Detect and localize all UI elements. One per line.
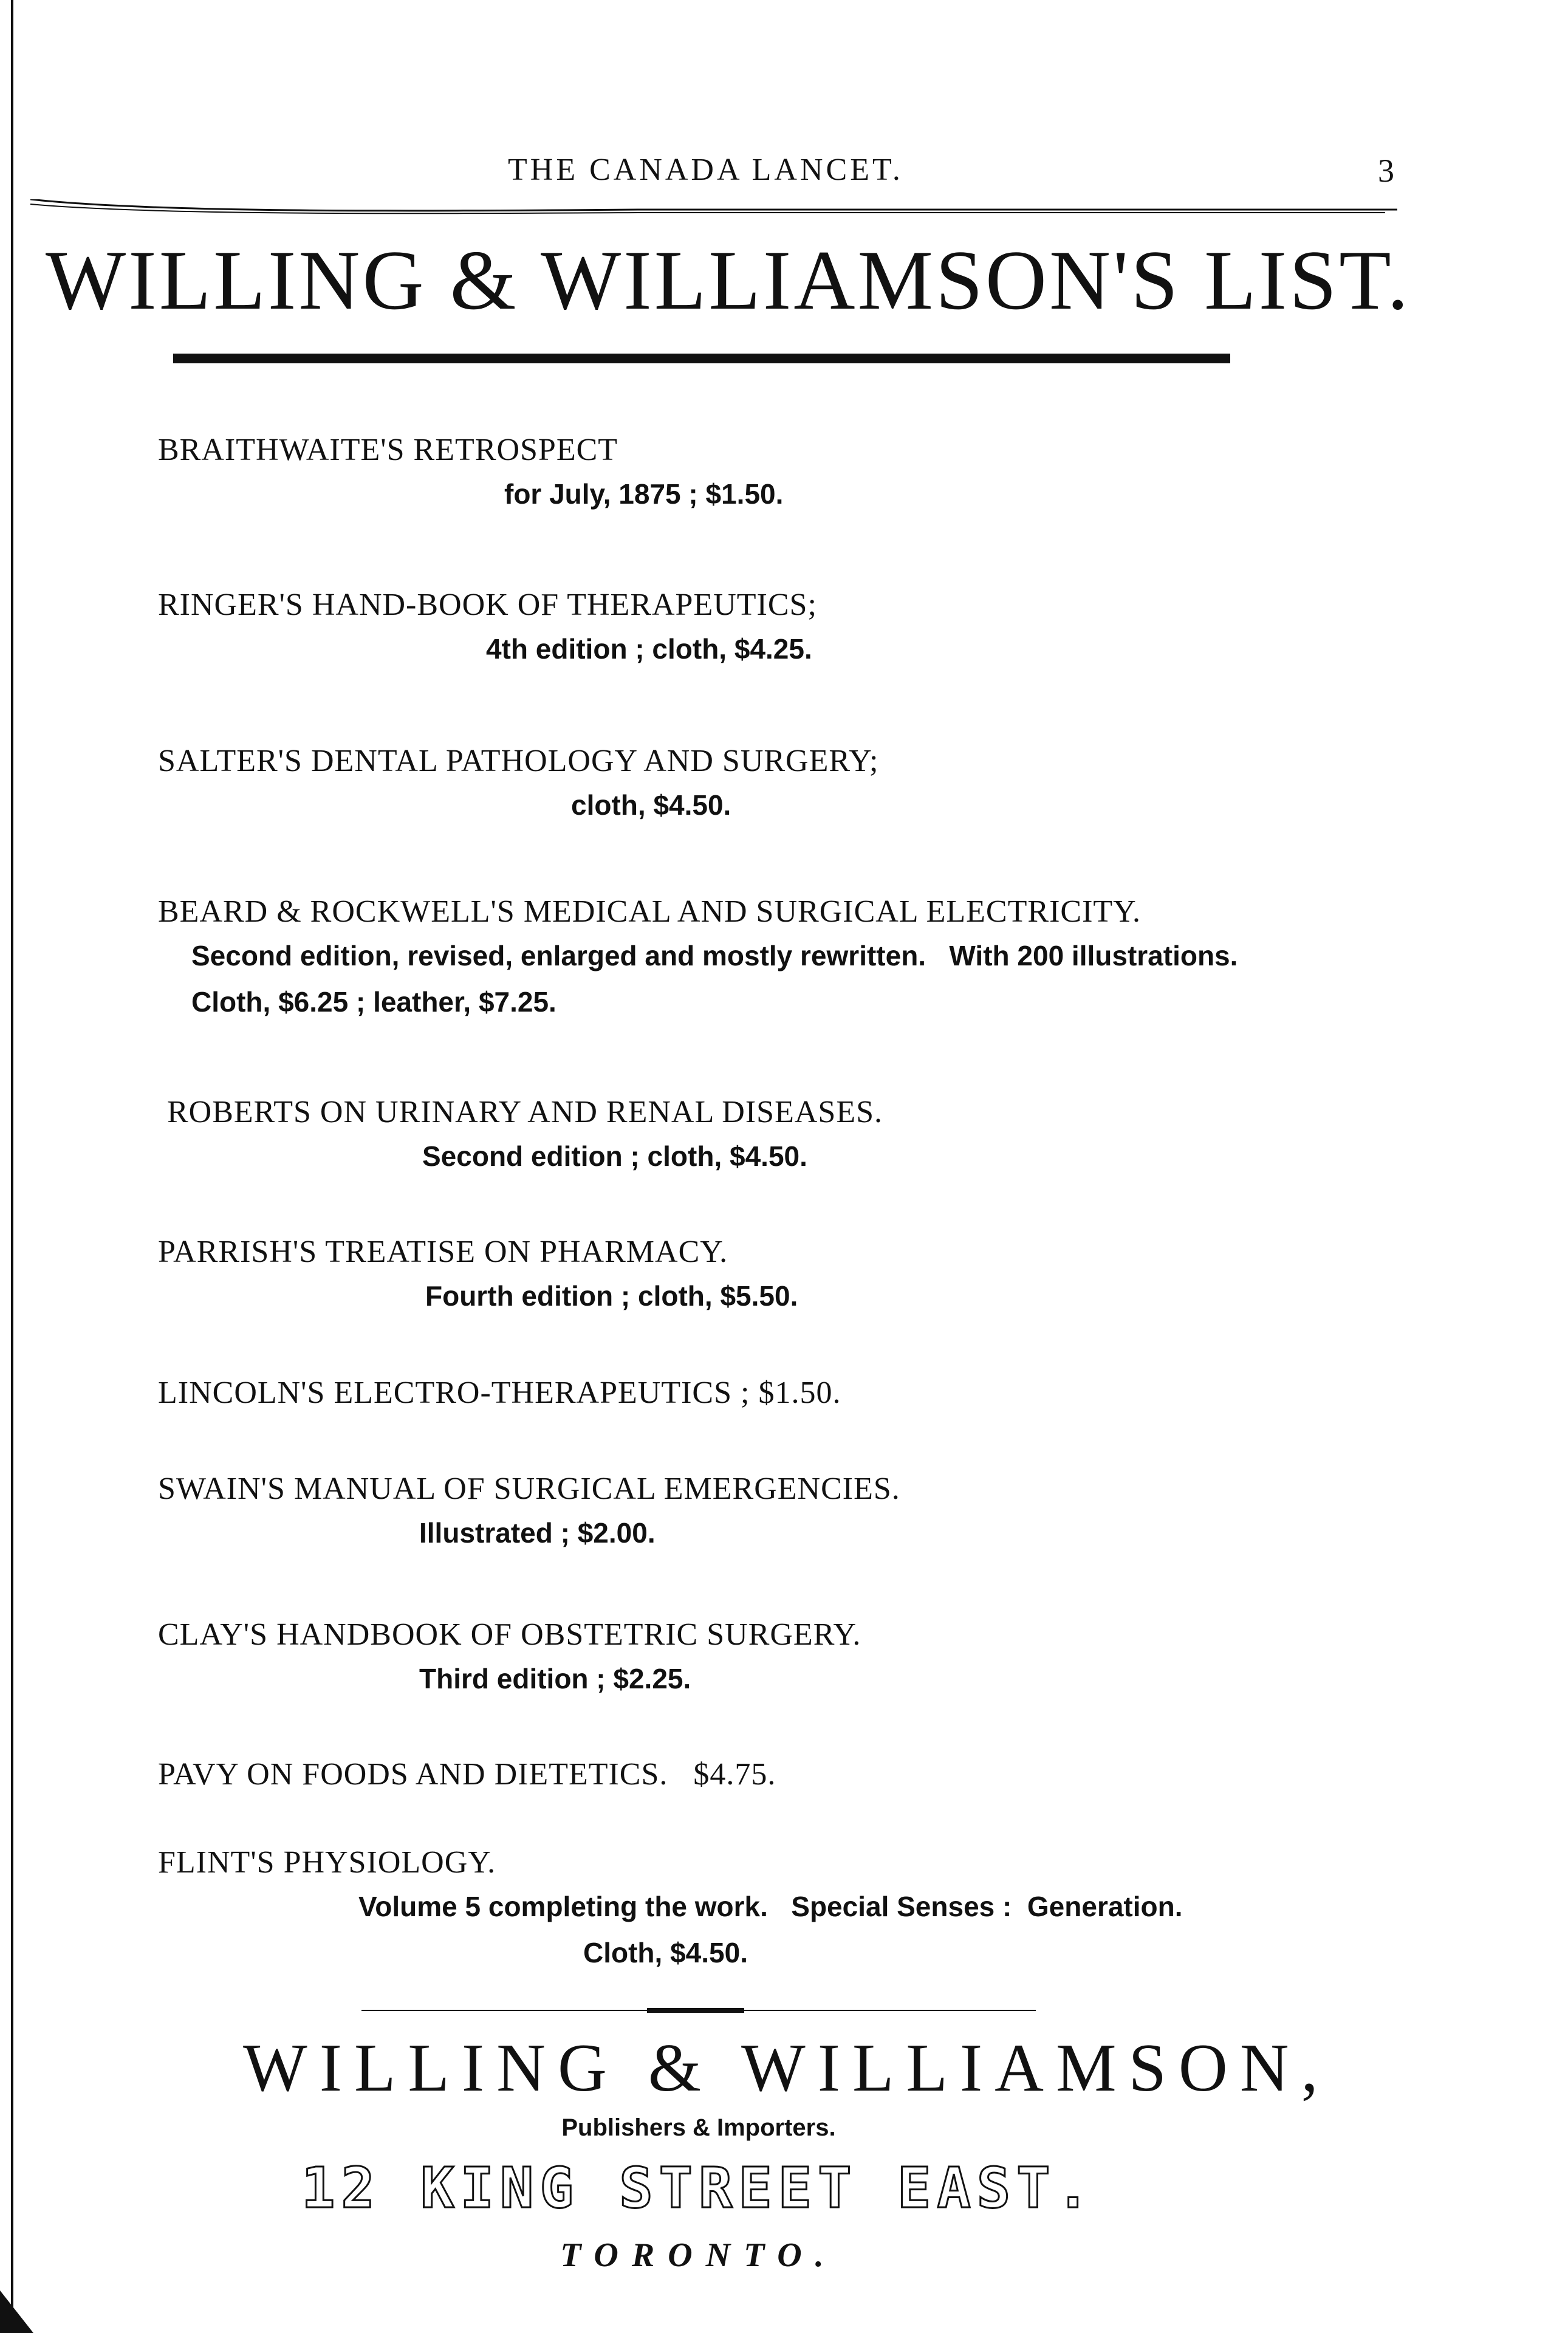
running-head (0, 152, 1568, 194)
book-details: Second edition ; cloth, $4.50. (422, 1140, 807, 1173)
binding-edge-line (11, 0, 13, 2333)
publisher-name: WILLING & WILLIAMSON, (243, 2030, 1330, 2106)
header-rule (30, 199, 1397, 218)
book-title: BEARD & ROCKWELL'S MEDICAL AND SURGICAL ELECTRICITY. (158, 894, 1141, 929)
book-details: for July, 1875 ; $1.50. (504, 478, 784, 510)
book-title: SWAIN'S MANUAL OF SURGICAL EMERGENCIES. (158, 1471, 900, 1506)
book-details: Volume 5 completing the work. Special Senses : Generation. (358, 1891, 1183, 1923)
book-title: FLINT'S PHYSIOLOGY. (158, 1845, 496, 1880)
book-details-price: Cloth, $6.25 ; leather, $7.25. (191, 985, 556, 1018)
book-details: Fourth edition ; cloth, $5.50. (425, 1280, 798, 1312)
book-entry (158, 1374, 841, 1412)
book-details: cloth, $4.50. (571, 789, 731, 821)
book-title: SALTER'S DENTAL PATHOLOGY AND SURGERY; (158, 744, 879, 778)
book-details: 4th edition ; cloth, $4.25. (486, 633, 812, 665)
book-entry (158, 1233, 798, 1314)
publisher-address-text: 12 KING STREET EAST. (301, 2156, 1096, 2221)
book-entry (158, 586, 817, 666)
publisher-rule (361, 2006, 1036, 2015)
book-entry (158, 431, 783, 512)
book-entry (158, 1844, 1183, 1970)
binding-edge-corner (0, 2290, 33, 2333)
book-details: Third edition ; $2.25. (419, 1663, 691, 1695)
publisher-role: Publishers & Importers. (561, 2114, 836, 2141)
book-entry (158, 742, 878, 823)
page-number: 3 (1378, 152, 1394, 189)
book-details-price: Cloth, $4.50. (583, 1936, 748, 1968)
publisher-city: TORONTO. (560, 2236, 837, 2274)
list-title: WILLING & WILLIAMSON'S LIST. (46, 233, 1411, 327)
book-entry (158, 1756, 776, 1793)
book-details: Second edition, revised, enlarged and mostly rewritten. With 200 illustrations. (191, 940, 1238, 972)
journal-title: THE CANADA LANCET. (508, 152, 903, 187)
book-entry (158, 1470, 900, 1550)
publisher-address (273, 2156, 1124, 2221)
title-rule (173, 354, 1230, 363)
book-title: RINGER'S HAND-BOOK OF THERAPEUTICS; (158, 588, 817, 622)
book-title: PARRISH'S TREATISE ON PHARMACY. (158, 1235, 728, 1269)
book-title: PAVY ON FOODS AND DIETETICS. $4.75. (158, 1757, 776, 1792)
book-title: ROBERTS ON URINARY AND RENAL DISEASES. (167, 1095, 883, 1129)
book-entry (158, 893, 1238, 1019)
book-entry (158, 1616, 861, 1696)
book-title: CLAY'S HANDBOOK OF OBSTETRIC SURGERY. (158, 1617, 861, 1652)
book-title: BRAITHWAITE'S RETROSPECT (158, 433, 618, 467)
book-entry (167, 1094, 883, 1174)
book-details: Illustrated ; $2.00. (419, 1517, 656, 1549)
book-title: LINCOLN'S ELECTRO-THERAPEUTICS ; $1.50. (158, 1375, 841, 1410)
